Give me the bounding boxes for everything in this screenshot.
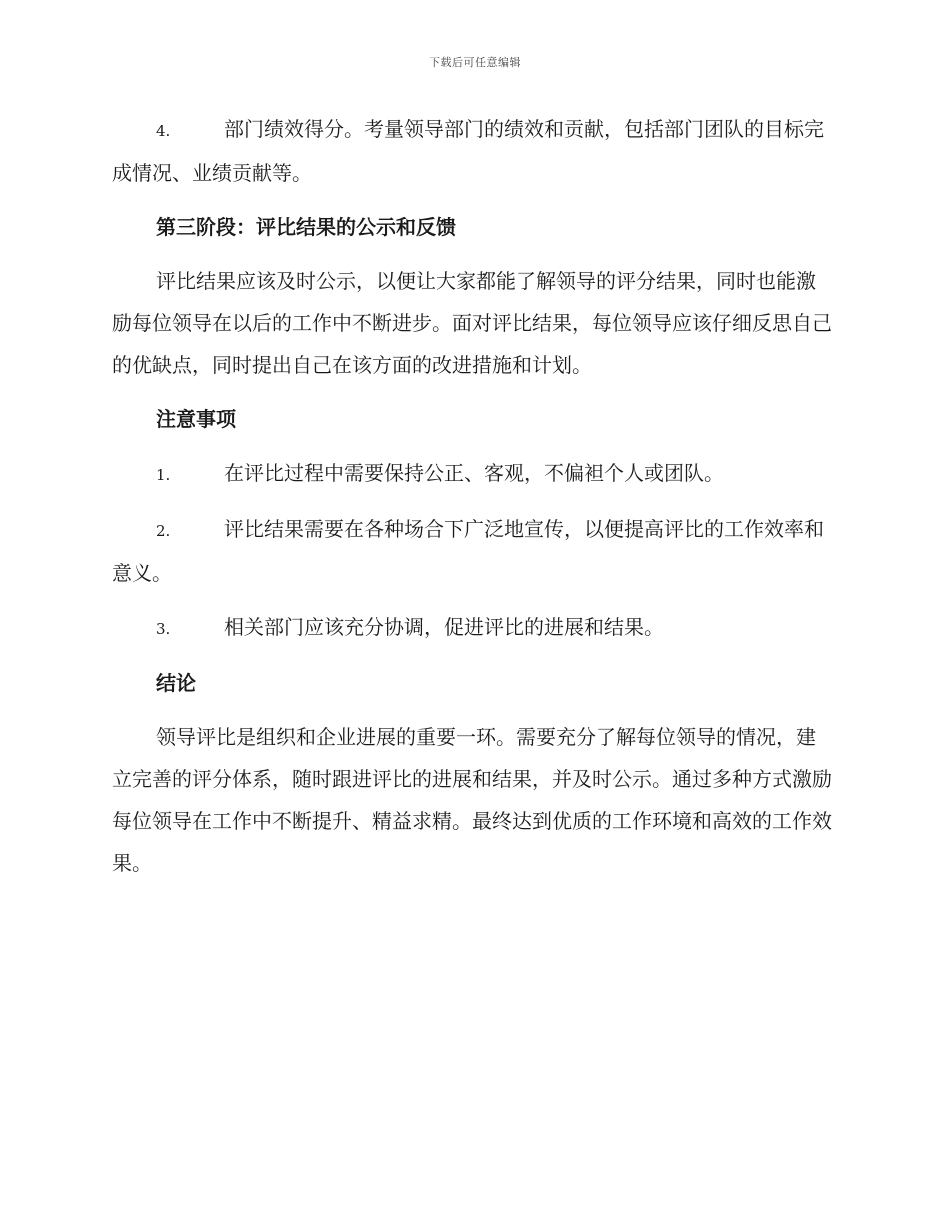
list-number: 1. xyxy=(156,466,171,484)
list-number: 3. xyxy=(156,620,171,638)
list-number: 4. xyxy=(156,122,171,140)
page-header: 下载后可任意编辑 xyxy=(429,56,521,69)
conclusion-paragraph: 领导评比是组织和企业进展的重要一环。需要充分了解每位领导的情况，建立完善的评分体系，随时跟进评比的进展和结果，并及时公示。通过多种方式激励每位领导在工作中不断提升、精益求精。最终达到优质的工作环境和高效的工作效果。 xyxy=(112,725,832,875)
stage3-paragraph: 评比结果应该及时公示，以便让大家都能了解领导的评分结果，同时也能激励每位领导在以后的工作中不断进步。面对评比结果，每位领导应该仔细反思自己的优缺点，同时提出自己在该方面的改进措施和计划。 xyxy=(112,269,832,377)
section-heading-notes: 注意事项 xyxy=(156,407,236,431)
section-heading-conclusion: 结论 xyxy=(156,671,196,695)
list-item-text: 相关部门应该充分协调，促进评比的进展和结果。 xyxy=(224,615,664,639)
note-item-1 xyxy=(112,452,834,496)
document-body xyxy=(112,108,834,884)
list-item-text: 在评比过程中需要保持公正、客观，不偏袒个人或团队。 xyxy=(224,461,724,485)
list-item-4 xyxy=(112,108,834,194)
list-item-text: 评比结果需要在各种场合下广泛地宣传，以便提高评比的工作效率和意义。 xyxy=(112,517,824,585)
section-heading-stage3: 第三阶段：评比结果的公示和反馈 xyxy=(156,215,456,239)
list-number: 2. xyxy=(156,522,171,540)
note-item-3 xyxy=(112,606,834,650)
list-item-text: 部门绩效得分。考量领导部门的绩效和贡献，包括部门团队的目标完成情况、业绩贡献等。 xyxy=(112,117,824,185)
note-item-2 xyxy=(112,508,834,594)
